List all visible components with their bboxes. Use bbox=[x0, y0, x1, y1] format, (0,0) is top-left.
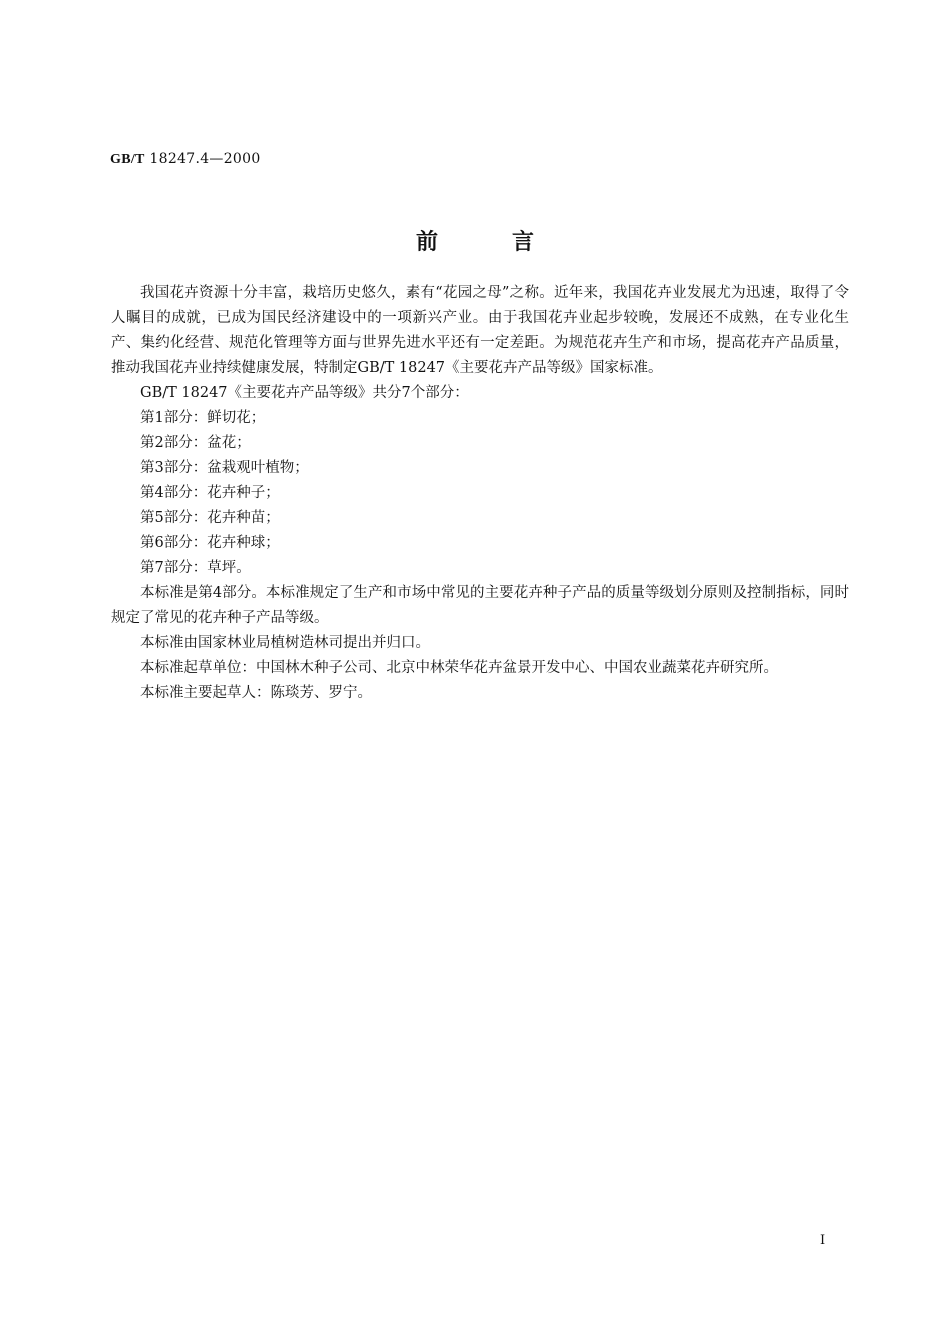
paragraph-scope: 本标准是第4部分。本标准规定了生产和市场中常见的主要花卉种子产品的质量等级划分原则及控制指标，同时规定了常见的花卉种子产品等级。 bbox=[111, 585, 849, 626]
standard-number: 18247.4—2000 bbox=[144, 151, 261, 167]
list-item-part-4: 第4部分：花卉种子； bbox=[140, 485, 280, 501]
standard-prefix: GB/T bbox=[110, 152, 145, 167]
list-item-part-5: 第5部分：花卉种苗； bbox=[140, 510, 280, 526]
title-char-2: 言 bbox=[512, 229, 535, 255]
standard-code bbox=[110, 151, 261, 168]
page-title bbox=[0, 225, 950, 256]
paragraph-proposer: 本标准由国家林业局植树造林司提出并归口。 bbox=[140, 635, 430, 651]
paragraph-drafters: 本标准主要起草人：陈琰芳、罗宁。 bbox=[140, 685, 372, 701]
list-item-part-7: 第7部分：草坪。 bbox=[140, 560, 251, 576]
title-char-1: 前 bbox=[415, 229, 438, 255]
list-item-part-1: 第1部分：鲜切花； bbox=[140, 410, 266, 426]
list-item-part-3: 第3部分：盆栽观叶植物； bbox=[140, 460, 309, 476]
list-item-part-2: 第2部分：盆花； bbox=[140, 435, 251, 451]
list-item-part-6: 第6部分：花卉种球； bbox=[140, 535, 280, 551]
paragraph-drafting-units: 本标准起草单位：中国林木种子公司、北京中林荣华花卉盆景开发中心、中国农业蔬菜花卉研究所。 bbox=[140, 660, 778, 676]
paragraph-parts-overview: GB/T 18247《主要花卉产品等级》共分7个部分： bbox=[140, 385, 469, 401]
paragraph-intro: 我国花卉资源十分丰富，栽培历史悠久，素有“花园之母”之称。近年来，我国花卉业发展尤为迅速，取得了令人瞩目的成就，已成为国民经济建设中的一项新兴产业。由于我国花卉业起步较晚，发展还不成熟，在专业化生产、集约化经营、规范化管理等方面与世界先进水平还有一定差距。为规范花卉生产和市场，提高花卉产品质量，推动我国花卉业持续健康发展，特制定GB/T 18247《主要花卉产品等级》国家标准。 bbox=[111, 285, 849, 376]
page-number: I bbox=[820, 1233, 826, 1248]
foreword-body bbox=[111, 281, 849, 706]
